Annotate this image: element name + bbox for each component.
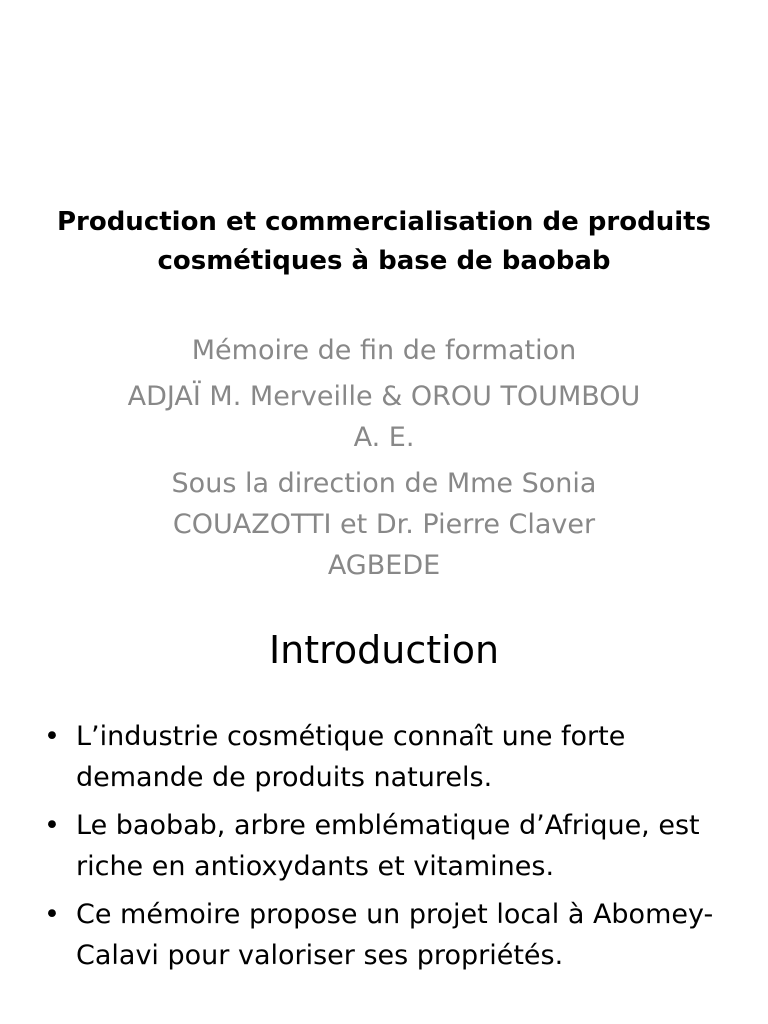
subtitle-authors: ADJAÏ M. Merveille & OROU TOUMBOU A. E. — [127, 381, 641, 453]
introduction-bullet-list — [40, 716, 740, 983]
bullet-item-project — [40, 894, 740, 976]
bullet-item-demand — [40, 716, 740, 798]
subtitle-document-type: Mémoire de fin de formation — [191, 335, 577, 366]
bullet-dot-icon: • — [44, 899, 60, 930]
introduction-heading: Introduction — [268, 628, 500, 672]
bullet-text: Ce mémoire propose un projet local à Abomey-Calavi pour valoriser ses propriétés. — [76, 899, 714, 971]
bullet-text: Le baobab, arbre emblématique d’Afrique, est riche en antioxydants et vitamines. — [76, 810, 700, 882]
presentation-title: Production et commercialisation de produits cosmétiques à base de baobab — [56, 207, 712, 276]
subtitle-block — [120, 330, 648, 576]
introduction-slide — [0, 576, 768, 1024]
bullet-dot-icon: • — [44, 721, 60, 752]
bullet-text: L’industrie cosmétique connaît une forte demande de produits naturels. — [76, 721, 626, 793]
subtitle-supervisors: Sous la direction de Mme Sonia COUAZOTTI et Dr. Pierre Claver AGBEDE — [171, 468, 597, 576]
bullet-dot-icon: • — [44, 810, 60, 841]
bullet-item-baobab — [40, 805, 740, 887]
